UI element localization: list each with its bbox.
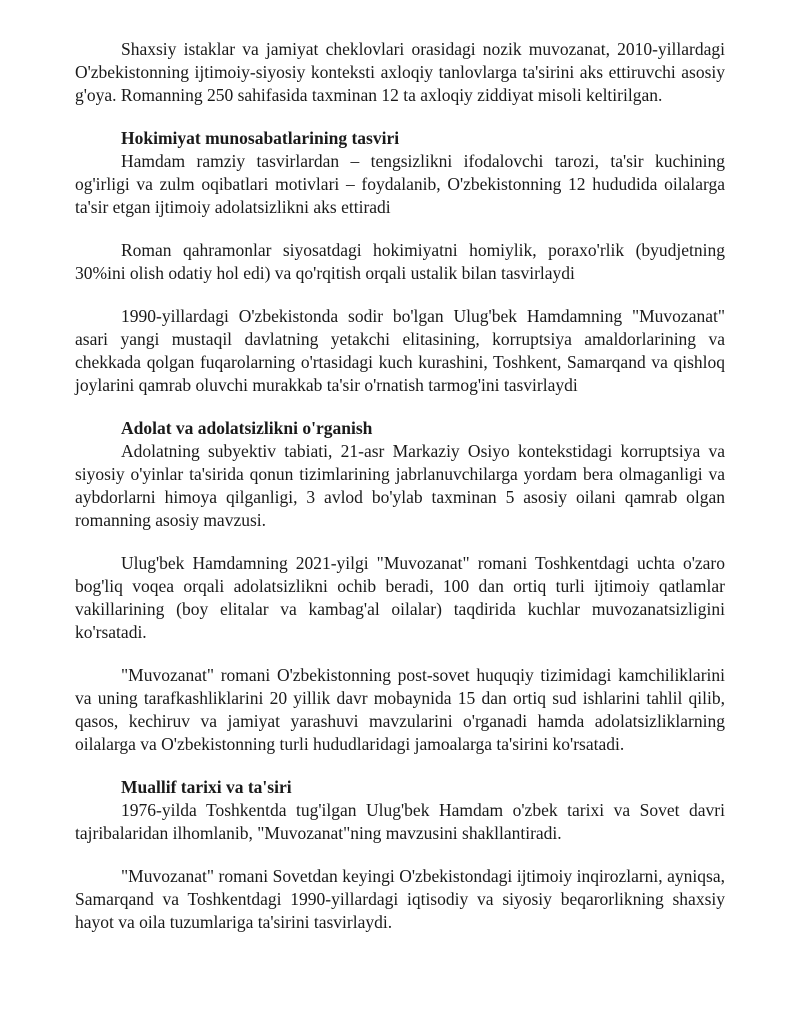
section-author-history <box>75 776 725 934</box>
body-paragraph: Roman qahramonlar siyosatdagi hokimiyatni homiylik, poraxo'rlik (byudjetning 30%ini olish odatiy hol edi) va qo'rqitish orqali ustalik bilan tasvirlaydi <box>75 240 725 283</box>
section-heading: Muallif tarixi va ta'siri <box>121 777 292 797</box>
body-paragraph: "Muvozanat" romani Sovetdan keyingi O'zbekistondagi ijtimoiy inqirozlarni, ayniqsa, Samarqand va Toshkentdagi 1990-yillardagi iqtisodiy va siyosiy beqarorlikning shaxsiy hayot va oila tuzumlariga ta'sirini tasvirlaydi. <box>75 866 725 932</box>
section-heading: Adolat va adolatsizlikni o'rganish <box>121 418 373 438</box>
section-power-relations <box>75 127 725 397</box>
body-paragraph: 1976-yilda Toshkentda tug'ilgan Ulug'bek Hamdam o'zbek tarixi va Sovet davri tajribalaridan ilhomlanib, "Muvozanat"ning mavzusini shakllantiradi. <box>75 800 725 843</box>
document-page <box>75 38 725 954</box>
section-justice <box>75 417 725 756</box>
body-paragraph: Hamdam ramziy tasvirlardan – tengsizlikni ifodalovchi tarozi, ta'sir kuchining og'irligi va zulm oqibatlari motivlari – foydalanib, O'zbekistonning 12 hududida oilalarga ta'sir etgan ijtimoiy adolatsizlikni aks ettiradi <box>75 151 725 217</box>
intro-paragraph: Shaxsiy istaklar va jamiyat cheklovlari orasidagi nozik muvozanat, 2010-yillardagi O'zbekistonning ijtimoiy-siyosiy konteksti axloqiy tanlovlarga ta'sirini aks ettiruvchi asosiy g'oya. Romanning 250 sahifasida taxminan 12 ta axloqiy ziddiyat misoli keltirilgan. <box>75 39 725 105</box>
section-heading: Hokimiyat munosabatlarining tasviri <box>121 128 400 148</box>
body-paragraph: 1990-yillardagi O'zbekistonda sodir bo'lgan Ulug'bek Hamdamning "Muvozanat" asari yangi mustaqil davlatning yetakchi elitasining, korruptsiya amaldorlarining va chekkada qolgan fuqarolarning o'rtasidagi kuch kurashini, Toshkent, Samarqand va qishloq joylarini qamrab oluvchi murakkab ta'sir o'rnatish tarmog'ini tasvirlaydi <box>75 306 725 395</box>
body-paragraph: Adolatning subyektiv tabiati, 21-asr Markaziy Osiyo kontekstidagi korruptsiya va siyosiy o'yinlar ta'sirida qonun tizimlarining jabrlanuvchilarga yordam bera olmaganligi va aybdorlarni himoya qilganligi, 3 avlod bo'ylab taxminan 5 asosiy oilani qamrab olgan romanning asosiy mavzusi. <box>75 441 725 530</box>
body-paragraph: "Muvozanat" romani O'zbekistonning post-sovet huquqiy tizimidagi kamchiliklarini va uning tarafkashliklarini 20 yillik davr mobaynida 15 dan ortiq sud ishlarini tahlil qilib, qasos, kechiruv va jamiyat yarashuvi mavzularini o'rganadi hamda adolatsizliklarning oilalarga va O'zbekistonning turli hududlaridagi jamoalarga ta'sirini ko'rsatadi. <box>75 665 725 754</box>
body-paragraph: Ulug'bek Hamdamning 2021-yilgi "Muvozanat" romani Toshkentdagi uchta o'zaro bog'liq voqea orqali adolatsizlikni ochib beradi, 100 dan ortiq turli ijtimoiy qatlamlar vakillarining (boy elitalar va kambag'al oilalar) taqdirida kuchlar muvozanatsizligini ko'rsatadi. <box>75 553 725 642</box>
